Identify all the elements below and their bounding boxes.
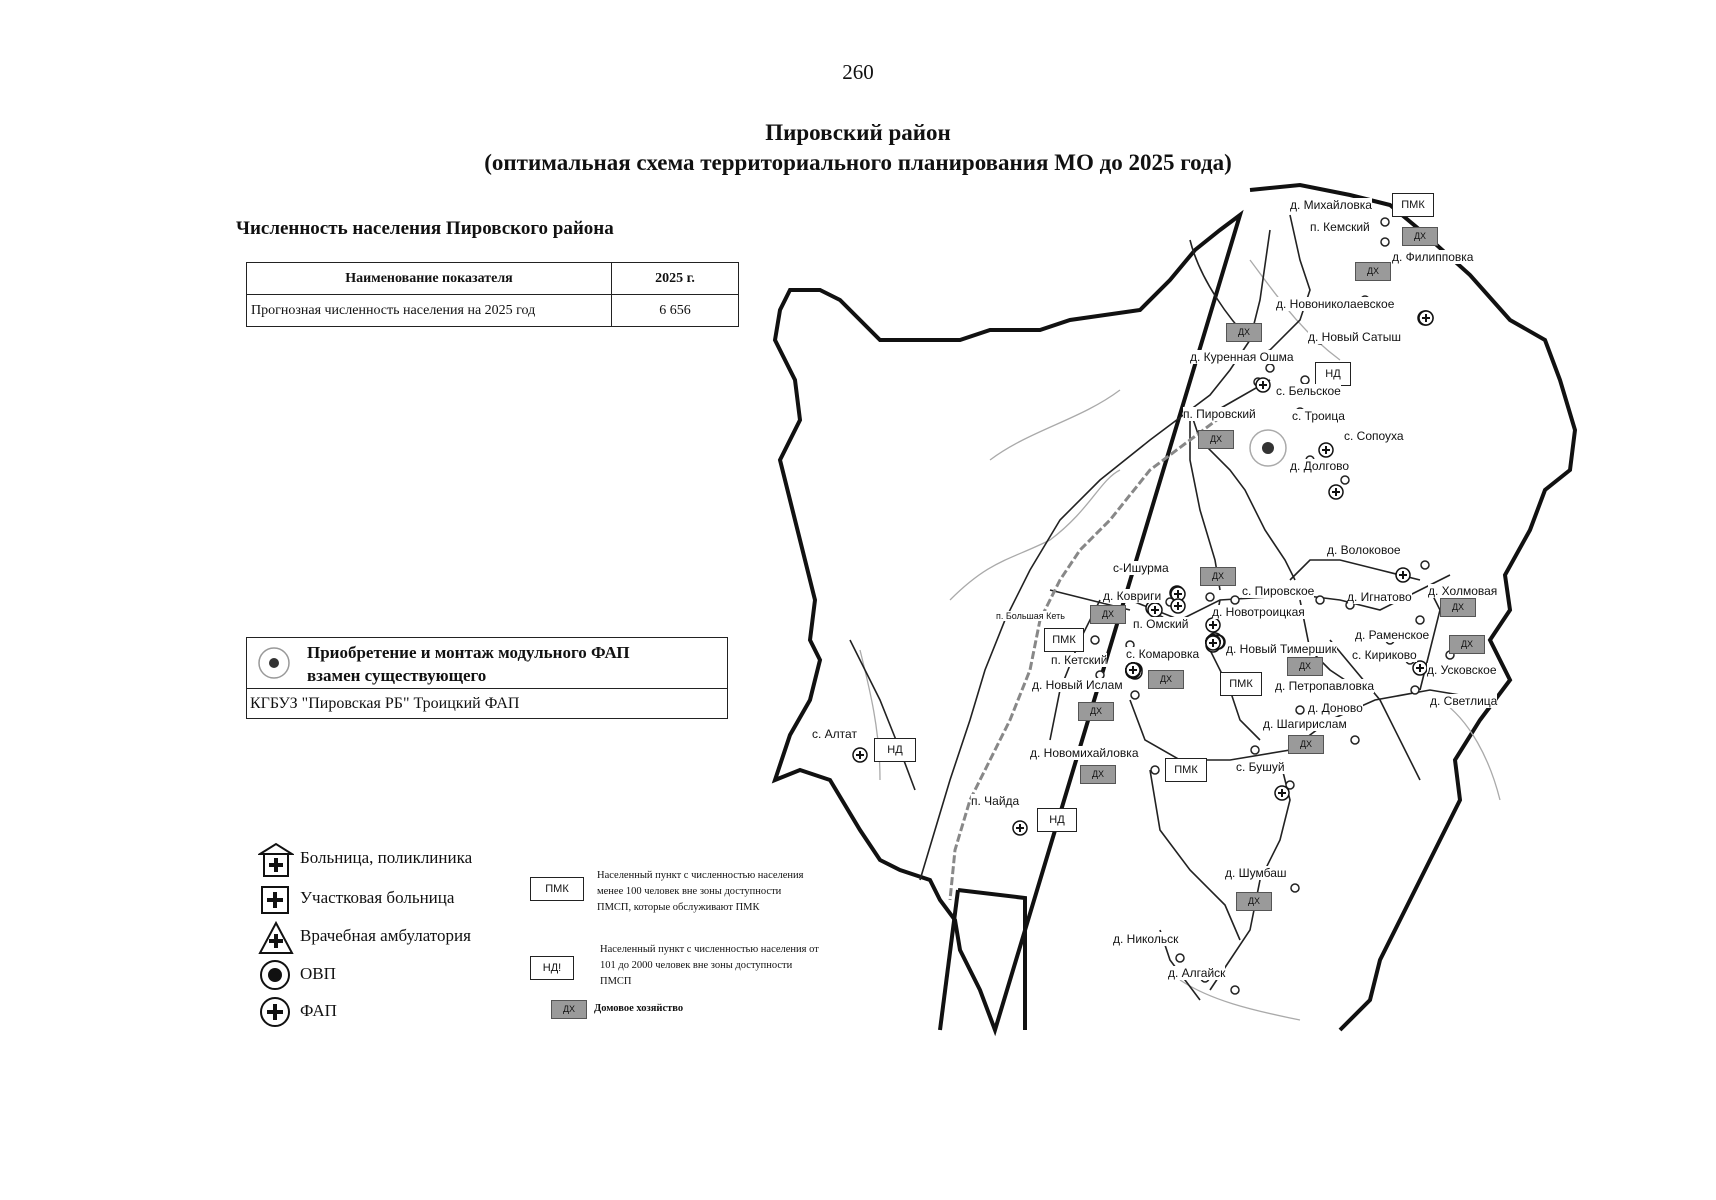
place-label: с. Алтат xyxy=(812,727,857,741)
place-label: д. Филипповка xyxy=(1392,250,1474,264)
place-label: д. Петропавловка xyxy=(1275,679,1375,693)
col-year-header: 2025 г. xyxy=(612,263,739,295)
fap-box-heading-2: взамен существующего xyxy=(307,666,487,685)
place-label: п. Кетский xyxy=(1051,653,1108,667)
map-tag-dk: ДХ xyxy=(1355,262,1391,281)
legend-nd-desc: Населенный пункт с численностью населения от 101 до 2000 человек вне зоны доступности ПМСП xyxy=(600,944,819,987)
map-tag-nd: НД xyxy=(874,738,916,762)
place-label: д. Раменское xyxy=(1355,628,1430,642)
legend-dk-tag: ДХ xyxy=(551,1000,587,1019)
place-label: д. Доново xyxy=(1308,701,1363,715)
map-tag-dk: ДХ xyxy=(1449,635,1485,654)
place-label: п. Кемский xyxy=(1310,220,1370,234)
place-label: п. Чайда xyxy=(971,794,1020,808)
map-tag-nd: НД xyxy=(1037,808,1077,832)
place-label: с. Бушуй xyxy=(1236,760,1285,774)
place-label: п. Большая Кеть xyxy=(996,611,1065,621)
place-label: д. Новониколаевское xyxy=(1276,297,1395,311)
legend-dk-desc: Домовое хозяйство xyxy=(594,1003,684,1014)
place-label: д. Игнатово xyxy=(1347,590,1412,604)
map-tag-dk: ДХ xyxy=(1200,567,1236,586)
place-label: п. Пировский xyxy=(1183,407,1256,421)
place-label: д. Шагирислам xyxy=(1263,717,1347,731)
place-label: д. Куренная Ошма xyxy=(1190,350,1294,364)
place-label: д. Новотроицкая xyxy=(1212,605,1305,619)
place-label: п. Омский xyxy=(1133,617,1189,631)
map-tag-dk: ДХ xyxy=(1440,598,1476,617)
map-tag-dk: ДХ xyxy=(1148,670,1184,689)
map-tag-pmk: ПМК xyxy=(1044,628,1084,652)
place-label: с. Бельское xyxy=(1276,384,1341,398)
row-label: Прогнозная численность населения на 2025 год xyxy=(247,295,612,327)
place-label: д. Новый Тимершик xyxy=(1226,642,1337,656)
map-tag-pmk: ПМК xyxy=(1392,193,1434,217)
place-label: с-Ишурма xyxy=(1113,561,1169,575)
map-tag-dk: ДХ xyxy=(1078,702,1114,721)
row-value: 6 656 xyxy=(612,295,739,327)
place-label: д. Новомихайловка xyxy=(1030,746,1139,760)
title-line2: (оптимальная схема территориального планирования МО до 2025 года) xyxy=(484,150,1232,175)
title-line1: Пировский район xyxy=(765,120,951,145)
legend-nd-tag: НД! xyxy=(530,956,574,980)
map-tag-dk: ДХ xyxy=(1287,657,1323,676)
fap-box-heading-1: Приобретение и монтаж модульного ФАП xyxy=(307,643,630,662)
fap-box-row: КГБУЗ "Пировская РБ" Троицкий ФАП xyxy=(250,695,520,712)
modular-fap-marker xyxy=(1250,430,1286,466)
place-label: д. Долгово xyxy=(1290,459,1350,473)
place-label: с. Сопоуха xyxy=(1344,429,1404,443)
place-label: д. Новый Сатыш xyxy=(1308,330,1402,344)
col-name-header: Наименование показателя xyxy=(247,263,612,295)
map-tag-dk: ДХ xyxy=(1198,430,1234,449)
place-label: д. Усковское xyxy=(1427,663,1497,677)
map-tag-dk: ДХ xyxy=(1288,735,1324,754)
map-tag-pmk: ПМК xyxy=(1165,758,1207,782)
map-tag-pmk: ПМК xyxy=(1220,672,1262,696)
place-label: д. Шумбаш xyxy=(1225,866,1287,880)
map-tag-dk: ДХ xyxy=(1236,892,1272,911)
place-label: д. Новый Ислам xyxy=(1032,678,1123,692)
place-label: д. Ковриги xyxy=(1103,589,1162,603)
place-label: д. Холмовая xyxy=(1428,584,1498,598)
population-heading: Численность населения Пировского района xyxy=(236,218,614,239)
page-number: 260 xyxy=(842,60,874,84)
place-label: с. Пировское xyxy=(1242,584,1315,598)
place-label: д. Волоковое xyxy=(1327,543,1401,557)
map-tag-dk: ДХ xyxy=(1226,323,1262,342)
place-label: д. Михайловка xyxy=(1290,198,1372,212)
legend-pmk-tag: ПМК xyxy=(530,877,584,901)
legend-pmk-desc: Населенный пункт с численностью населения менее 100 человек вне зоны доступности ПМСП, которые обслуживают ПМК xyxy=(597,870,804,913)
place-label: с. Комаровка xyxy=(1126,647,1200,661)
place-label: с. Троица xyxy=(1292,409,1345,423)
place-label: д. Светлица xyxy=(1430,694,1498,708)
place-label: д. Алгайск xyxy=(1168,966,1226,980)
place-label: д. Никольск xyxy=(1113,932,1179,946)
map-tag-dk: ДХ xyxy=(1090,605,1126,624)
map-tag-nd: НД xyxy=(1315,362,1351,386)
map-tag-dk: ДХ xyxy=(1402,227,1438,246)
place-label: с. Кириково xyxy=(1352,648,1417,662)
map-tag-dk: ДХ xyxy=(1080,765,1116,784)
